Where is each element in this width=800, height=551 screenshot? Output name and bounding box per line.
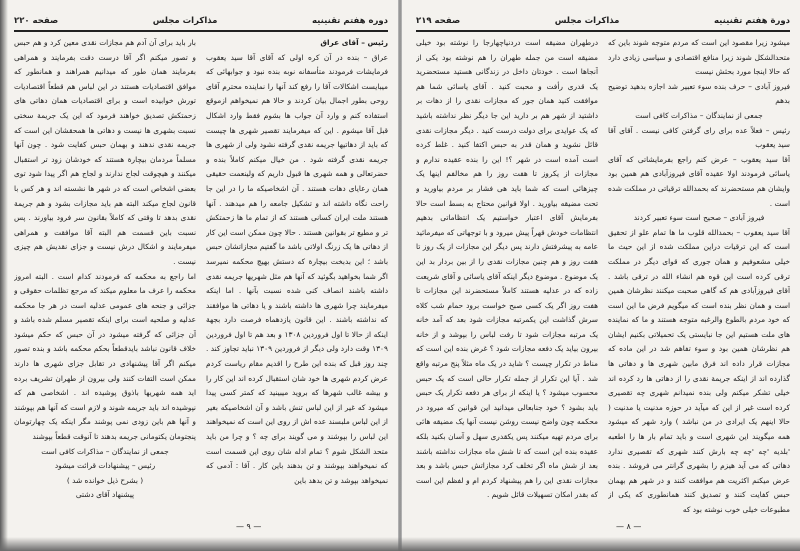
paragraph: اما راجع به محکمه که فرمودند کدام است . البته امروز محکمه را عرف ما معلوم میکند که مرجع تظلمات حقوقی و جزائی و جنحه های عمومی عدلیه است در هر جا محکمه عدلیه و صلحیه است برای اینکه تقصیر مسلم شده باشد و آن جزائی که گرفته میشود در آن حبس که حکم میشود خلاف قانون نباشد بایدقطعاً بحکم محکمه باشد و بنده تصور میکنم اگر آقا پیشنهادی در تقابل جزای شهری ها دارند ممکن است التفات کنند ولی بیرون از طهران تشریف برده اید همه شهریها باذوق پوشیده اند . اشخاصی هم که نپوشیده اند باید جریمه شوند و لازم است که آنها هم بپوشند و آنها هم باین زودی نمی پوشند مگر اینکه یک چهارتومان پنجتومان یکتومانی جریمه بدهند تا آنوقت قطعاً بپوشند	[14, 271, 196, 442]
session-label: دورة هفتم تقنینیه	[714, 16, 790, 26]
speaker-line: رئیس – آقای عراق	[320, 38, 388, 47]
paragraph: درطهران مضیقه است دردنیاچهارجا را نوشته بود خیلی مضیقه است من جمله طهران را هم نوشته بود یکی از آنجاها است . خودتان داخل در زندگانی هستید مستحضرید یک قدری رأفت و محبت کنید . آقای یاسائی شما هم موافقت کنید همان جور که مجازات نقدی را از دهات بر داشتید از شهر هم بر دارید این جا دیگر نظر نداشته باشید که یک عوایدی برای دولت درست کنید . دیگر مجازات نقدی قائل نشوید و همان قدر به حبس اکتفا کنید . غلط کرده است آمده است در شهر ؟! این را بنده عقیده ندارم و مجازات از یکروز تا هفت روز را هم مخالفم اینها یک چیزهائی است که شما باید هی فشار بر مردم بیاورید و تحت مضیقه بیاورید . اولا قوانین محتاج به بسط است حالا بفرمایش آقای اعتبار خواستیم یک انتظاماتی بدهیم انتظامات خودش قهراً پیش میرود و با توجهاتی که میفرمائید عامه به پیشرفتش دارند پس دیگر این مجازات از یک روز تا هفت روز و هم چنین مجازات نقدی را از بین بردار بد این یک موضوع . موضوع دیگر اینکه آقای یاسائی و آقای شریعت زاده که در عدلیه هستند کاملاً مستحضرند این مجازات تا هفت روز اگر یک کسی صبح خواست برود حمام شب کلاه سرش گذاشت این یکمرتبه مجازات شود بعد که آمد خانه یک مرتبه مجازات شود تا رفت لباس را بپوشد و از خانه بیرون بیاید یک دفعه مجازات شود ؟ غرض بنده این است که مناط در تکرار چیست ؟ شاید در یک ماه مثلاً پنج مرتبه واقع شد . آیا این تکرار از جمله تکرار حالی است که یک حبس محسوب میشود ؟ یا اینکه از برای هر دفعه تکرار یک حبس باید بشود ؟ خود جنابعالی میدانید این قوانین که میرود در محکمه چون واضح نیست روشن نیست آنها یک مضیقه هائی برای مردم تهیه میکنند پس یکقدری سهل و آسان بکنید بلکه عقیده بنده این است که تا شش ماه مجازات نداشته باشند بعد از شش ماه اگر تخلف کرد مجازاتش حبس باشد و بعد مجازات نقدی این را هم پیشنهاد کردم ام و لفظم این است که بقدر امکان تسهیلات قائل شویم .	[416, 38, 598, 500]
column-left	[416, 36, 598, 515]
publication-title: مذاکرات مجلس	[152, 16, 218, 26]
text-columns	[416, 36, 790, 515]
column-right	[608, 36, 790, 515]
page-219	[402, 0, 800, 551]
column-right	[206, 36, 388, 515]
page-number-label: صفحه ۲۱۹	[416, 16, 461, 26]
note-line: ( بشرح ذیل خوانده شد )	[66, 475, 144, 485]
paragraph: بار باید برای آن آدم هم مجازات نقدی معین کرد و هم حبس و تصور میکنم اگر آقا درست دقت بفرمایند و همراهی بفرمایند همان طور که میدانیم همراهند و همانطور که موافق اقتصادیات هستند در این لباس هم قطعاً اقتصادیات تورش خوابیده است و برای اقتصادیات همان دهاتی های زحمتکش تصدیق خواهند فرمود که این یک جریمة سختی نسبت بشهری ها نیست و دهاتی ها همحقشان این است که جریمه نقدی ندهند و بهمان حبس کفایت شود . چون آنها مسلماً مردمان بیچارة هستند که خودشان زود تر استقبال میکنند و هیچوقت لجاج ندارند و لجاج هم اگر پیدا شود توی بعضی اشخاص است که در شهر ها نشسته اند و هر کس با قانون لجاج میکند البته هم باید مجازات بشود و هم جریمة نقدی بدهد تا وقتی که کاملاً بقانون سر فرود بیاورند . پس نسبت باین قسمت هم البته آقا موافقت و همراهی میفرمایند و اشکال درش نیست و جزای نقدیش هم چیزی نیست .	[14, 38, 196, 266]
paragraph: رئیس – فعلاً عده برای رای گرفتن کافی نیست . آقای آقا سید یعقوب	[608, 125, 790, 150]
speaker-line: رئیس – پیشنهادات قرائت میشود	[54, 461, 156, 471]
page-footer-number: — ۸ —	[616, 522, 642, 531]
speaker-line: فیروز آبادی – صحیح است سوء تعبیر کردند	[633, 213, 765, 223]
paragraph: آقا سید یعقوب – بحمدالله قلوب ما ها تمام علو از تحقیق است که این ترقیات دراین مملکت شده از این حیث ما خیلی مشعوفیم و همان جوری که قوای دیگر در مملکت ترقی کرده است این قوه هم انشاء الله در ترقی باشد . آقای فیروزآبادی هم که گاهی صحبت میکنند نظرشان همین است و همان نظر بنده است که میگویم فرض ما این است که خود مردم بالطوع والرغبه متوجه هستند و ما که نماینده های ملت هستیم این جا نبایستی یک تحمیلاتی بکنیم ایشان هم نظرشان همین بود و سوء تفاهم شد در این ماده که مجازات قرار داده اند فرق مابین شهری ها و دهاتی ها گذارده اند از اینکه جریمة نقدی را از دهاتی ها رد کرده اند خیلی تشکر میکنم ولی بنده نمیدانم شهری چه تقصیری کرده است غیر از این که میآید در حوزه مدنیت یا مدنیت ( حالا اینهم یک ایرادی در من نباشد ) وارد شهر که میشود همه میگویند این شهری است و باید تمام بار ها را اطعبه 'بلدیه 'چه 'چه چه بارش کنند شهری که تقصیری ندارد دهاتی که می آید هیزم را بشهری گرانتر می فروشد . بنده عرض میکنم اکثریت هم موافقت کنند و در شهر هم بهمان حبس کفایت کنند و تصدیق کنند همانطوری که یکی از مطبوعات خیلی خوب نوشته بود که	[608, 227, 790, 514]
proposal-heading: پیشنهاد آقای دشتی	[75, 490, 135, 500]
text-columns	[14, 36, 388, 515]
column-left	[14, 36, 196, 515]
header-rule	[14, 30, 388, 32]
speaker-line: جمعی از نمایندگان – مذاکرات کافی است	[41, 446, 169, 456]
page-edge-shadow	[0, 0, 8, 551]
session-label: دوره هفتم تقنینیه	[312, 16, 388, 26]
paragraph: میشود زیرا مقصود این است که مردم متوجه شوند باین که متحدالشکل شوند زیرا منافع اقتصادی و سیاسی زیادی دارد که حالا اینجا مورد بحثش نیست	[608, 38, 790, 77]
page-header	[14, 12, 388, 26]
page-footer-number: — ۹ —	[236, 522, 262, 531]
header-rule	[416, 30, 790, 32]
page-bottom-shadow	[0, 537, 800, 551]
paragraph: عراق – بنده در آن کره اولی که آقای آقا سید یعقوب فرمایشات فرمودند متأسفانه نوبه بنده نبود و جوابهائی که میبایست اشکالات آقا را رفع کند آنها را نماینده محترم آقای روحی بطور اجمال بیان کردند و حالا هم نمیخواهم ازموقع استفاده کنم و وارد آن جواب ها بشوم فقط وارد اشکال قبل آقا میشوم . این که میفرمایند تقصیر شهری ها چیست که باید از دهاتیها جریمه نقدی گرفته نشود ولی از شهری ها جریمه نقدی گرفته شود . من خیال میکنم کاملاً بنده و حضرتعالی و همه شهری ها قبول داریم که ولینعمت حقیقی همان رعایای دهات هستند . آن اشخاصیکه ما را در این جا راحت نگاه داشته اند و تشکیل جامعه را هم میدهند . آنها هستند ملت ایران کسانی هستند که از تمام ما ها زحمتکش تر و مطیع تر بقوانین هستند . حالا چون ممکن است این کار از دهاتی ها یک زرنگ اولاتی باشد ما گفتیم مجازاتشان حبس باشد ؛ این بدبخت بیچارة که دستش بهیچ محکمه نمیرسد اگر شما بخواهید بگوئید که آنها هم مثل شهریها جریمه نقدی داشته باشند انصاف کنی شده نسبت بآنها . اما اینکه میفرمایند چرا شهری ها داشته باشند و یا دهاتی ها موافقند که نداشته باشند . این قانون یازدهماه فرصت دارد بجهة اینکه از حالا تا اول فروردین ۱۳۰۸ و بعد هم تا اول فروردین ۱۳۰۹ وقت دارد ولی دیگر از فروردین ۱۳۰۹ نباید تجاوز کند . چند روز قبل که بنده این طرح را اقدیم مقام ریاست کردم عرض کردم شهری ها خود شان استقبال کرده اند این کار را و بیشه غالب شهرها که بروید میبینید که کمتر کسی پیدا میشود که غیر از این لباس تنش باشد و آن اشخاصیکه بغیر از این لباس ملبسند عده اش از روی این است که نمیخواهند این لباس را بپوشند و می گویند برای چه ؟ و چرا من باید متحد الشکل شوم ؟ تمام ادله شان روی این قسمت است که نمیخواهند بپوشند و تن بدهند باین کار . آقا : آدمی که نمیخواهد بپوشد و تن بدهد باین	[206, 52, 388, 485]
paragraph: فیروز آبادی – حرف بنده سوء تعبیر شد اجازه بدهید توضیح بدهم	[608, 81, 790, 106]
page-number-label: صفحه ۲۲۰	[14, 16, 59, 26]
page-header	[416, 12, 790, 26]
publication-title: مذاکرات مجلس	[554, 16, 620, 26]
speaker-line: جمعی از نمایندگان – مذاکرات کافی است	[635, 110, 763, 120]
page-220	[0, 0, 398, 551]
paragraph: آقا سید یعقوب – عرض کنم راجع بفرمایشاتی که آقای یاسائی فرمودند اولا عقیده آقای فیروزآبادی هم همین بود وایشان هم مستحضرند که بحمدالله ترقیاتی در مملکت شده است .	[608, 154, 790, 208]
